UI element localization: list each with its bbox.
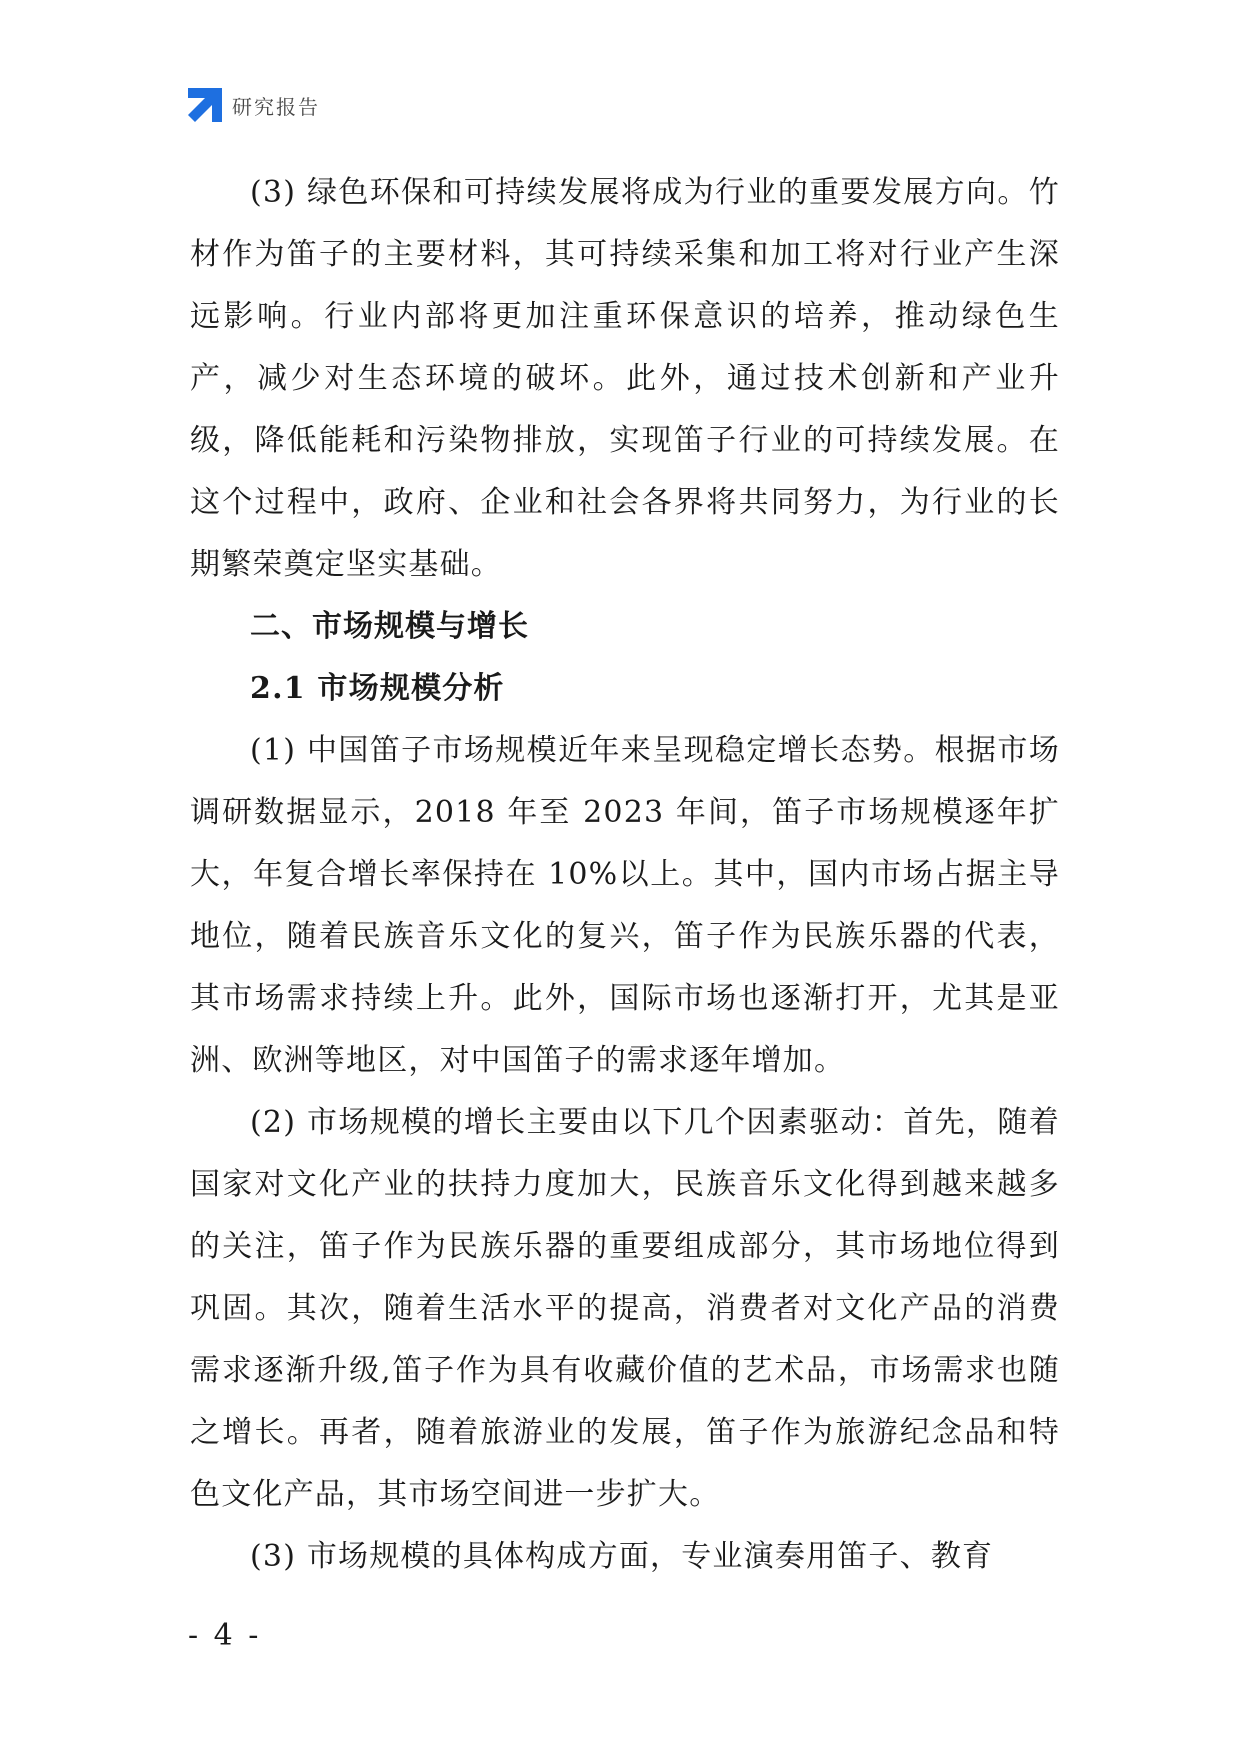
arrow-up-right-icon (188, 88, 222, 122)
header-title: 研究报告 (232, 94, 320, 119)
subsection-heading: 2.1 市场规模分析 (250, 671, 505, 706)
document-body (190, 162, 1060, 1588)
paragraph-market-composition: (3) 市场规模的具体构成方面，专业演奏用笛子、教育 (250, 1539, 994, 1574)
page-number: - 4 - (188, 1618, 262, 1653)
paragraph-green-development: (3) 绿色环保和可持续发展将成为行业的重要发展方向。竹材作为笛子的主要材料，其可持续采集和加工将对行业产生深远影响。行业内部将更加注重环保意识的培养，推动绿色生产，减少对生态环境的破坏。此外，通过技术创新和产业升级，降低能耗和污染物排放，实现笛子行业的可持续发展。在这个过程中，政府、企业和社会各界将共同努力，为行业的长期繁荣奠定坚实基础。 (190, 175, 1060, 582)
paragraph-growth-drivers: (2) 市场规模的增长主要由以下几个因素驱动：首先，随着国家对文化产业的扶持力度加大，民族音乐文化得到越来越多的关注，笛子作为民族乐器的重要组成部分，其市场地位得到巩固。其次，随着生活水平的提高，消费者对文化产品的消费需求逐渐升级,笛子作为具有收藏价值的艺术品，市场需求也随之增长。再者，随着旅游业的发展，笛子作为旅游纪念品和特色文化产品，其市场空间进一步扩大。 (190, 1105, 1060, 1512)
paragraph-market-size: (1) 中国笛子市场规模近年来呈现稳定增长态势。根据市场调研数据显示，2018 年至 2023 年间，笛子市场规模逐年扩大，年复合增长率保持在 10%以上。其中，国内市场占据主导地位，随着民族音乐文化的复兴，笛子作为民族乐器的代表，其市场需求持续上升。此外，国际市场也逐渐打开，尤其是亚洲、欧洲等地区，对中国笛子的需求逐年增加。 (190, 733, 1060, 1078)
section-heading: 二、市场规模与增长 (250, 609, 529, 644)
page-header (188, 88, 320, 122)
